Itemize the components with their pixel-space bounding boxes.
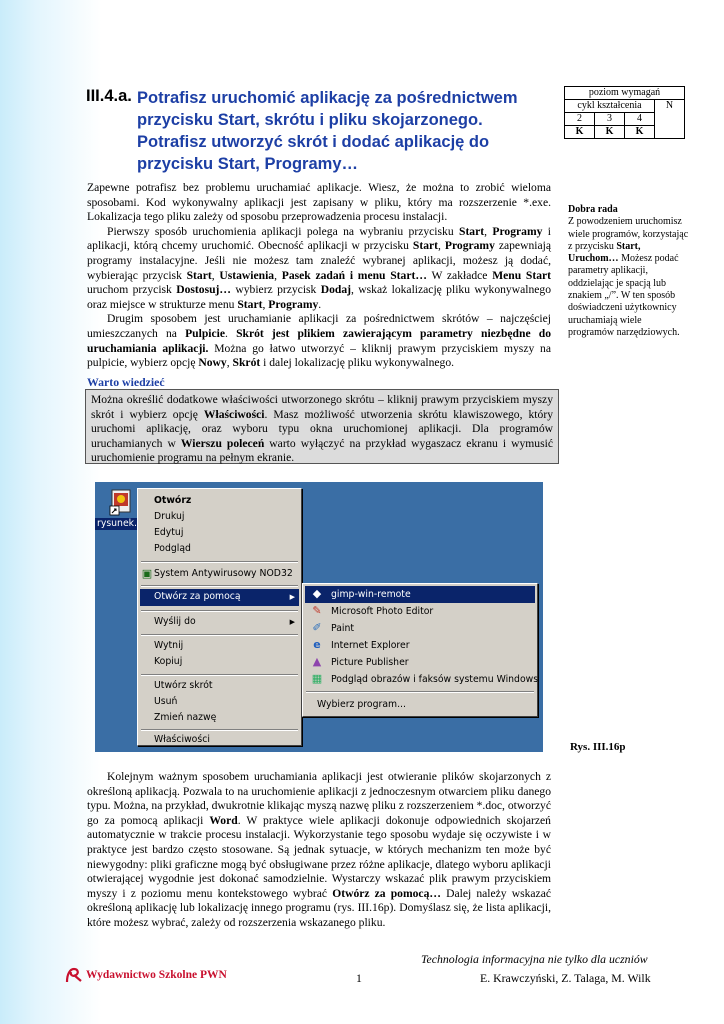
submenu-item-image-viewer[interactable]: Podgląd obrazów i faksów systemu Windows — [331, 674, 539, 685]
menu-item-antivirus[interactable]: System Antywirusowy NOD32 — [154, 568, 293, 579]
body-text-2 — [87, 770, 551, 931]
menu-item-delete[interactable]: Usuń — [154, 696, 178, 707]
menu-separator — [141, 610, 298, 612]
image-viewer-icon: ▦ — [311, 672, 323, 685]
menu-separator — [141, 585, 298, 587]
paragraph-3: Drugim sposobem jest uruchamianie aplikacji za pośrednictwem skrótów – najczęściej umieszczanych na Pulpicie. Skrót jest plikiem zawierającym parametry niezbędne do uruchamiania aplikacji. Można go łatwo utworzyć – kliknij prawym przyciskiem myszy na pulpicie, wybierz opcję Nowy, Skrót i dalej lokalizację pliku wykonywalnego. — [87, 312, 552, 370]
menu-item-open[interactable]: Otwórz — [154, 495, 192, 506]
paragraph-2: Pierwszy sposób uruchomienia aplikacji polega na wybraniu przycisku Start, Programy i aplikacji, którą chcemy uruchomić. Obecność aplikacji w przycisku Start, Programy zapewniają programy instalacyjne. Jeśli nie możesz tam znaleźć wybranej aplikacji, możesz ją dodać, wybierając przycisk Start, Ustawienia, Pasek zadań i menu Start… W zakładce Menu Start uruchom przycisk Dostosuj… wybierz przycisk Dodaj, wskaż lokalizację pliku wykonywalnego oraz miejsce w strukturze menu Start, Programy. — [87, 224, 552, 311]
req-n-cell: N — [655, 100, 685, 139]
menu-item-create-shortcut[interactable]: Utwórz skrót — [154, 680, 213, 691]
req-cycle-header: cykl kształcenia — [565, 100, 655, 113]
submenu-item-picture-publisher[interactable]: Picture Publisher — [331, 657, 409, 668]
section-heading: Warto wiedzieć — [87, 375, 165, 389]
photo-editor-icon: ✎ — [312, 604, 322, 617]
figure-caption: Rys. III.16p — [570, 741, 626, 753]
sidebar-heading: Dobra rada — [568, 204, 618, 215]
antivirus-icon: ▣ — [141, 567, 153, 580]
submenu-item-paint[interactable]: Paint — [331, 623, 355, 634]
req-cycle-3: 3 — [595, 113, 625, 126]
body-text-1 — [87, 181, 551, 371]
submenu-item-choose-program[interactable]: Wybierz program... — [317, 699, 406, 710]
menu-separator — [306, 691, 534, 693]
menu-separator — [141, 729, 298, 731]
sidebar-text: Z powodzeniem uruchomisz wiele programów, korzystając z przycisku Start, Uruchom… Możesz podać parametry aplikacji, oddzielając je spacją lub znakiem „/”. W ten sposób doświadczeni użytkownicy uruchamiają wiele programów narzędziowych. — [568, 216, 689, 338]
menu-item-properties[interactable]: Właściwości — [154, 734, 210, 745]
submenu-item-photo-editor[interactable]: Microsoft Photo Editor — [331, 606, 434, 617]
submenu-item-gimp[interactable]: gimp-win-remote — [331, 589, 411, 600]
paint-icon: ✐ — [312, 621, 322, 634]
menu-separator — [141, 634, 298, 636]
page-number: 1 — [356, 971, 362, 985]
menu-item-print[interactable]: Drukuj — [154, 511, 185, 522]
internet-explorer-icon: e — [313, 638, 321, 651]
footer-publisher: Wydawnictwo Szkolne PWN — [86, 969, 227, 981]
note-box: Można określić dodatkowe właściwości utworzonego skrótu – kliknij prawym przyciskiem myszy skrót i wybierz opcję Właściwości. Masz możliwość utworzenia skrótu klawiszowego, który uruchomi aplikację, oraz wyboru typu okna uruchomionej aplikacji. Dla programów uruchamianych w Wierszu poleceń warto wyłączyć na przykład wygaszacz ekranu i wymusić uruchomienie programu na pełnym ekranie. — [85, 389, 559, 464]
section-number: III.4.a. — [86, 87, 132, 105]
menu-item-copy[interactable]: Kopiuj — [154, 656, 183, 667]
submenu-arrow-icon: ▶ — [289, 618, 295, 626]
menu-item-edit[interactable]: Edytuj — [154, 527, 184, 538]
menu-separator — [141, 674, 298, 676]
file-icon-label[interactable]: rysunek. — [97, 518, 138, 529]
publisher-logo-icon — [64, 966, 84, 984]
menu-item-preview[interactable]: Podgląd — [154, 543, 191, 554]
req-level-header: poziom wymagań — [565, 87, 685, 100]
menu-item-send-to[interactable]: Wyślij do — [154, 616, 196, 627]
screenshot-figure — [95, 482, 543, 752]
req-level-k3: K — [625, 126, 655, 139]
menu-item-rename[interactable]: Zmień nazwę — [154, 712, 217, 723]
paragraph-4: Kolejnym ważnym sposobem uruchamiania aplikacji jest otwieranie plików skojarzonych z określoną aplikacją. Pozwala to na uruchomienie aplikacji z jednoczesnym otwarciem pliku danego typu. Można, na przykład, dwukrotnie klikając myszą nazwę pliku z rozszerzeniem *.doc, otworzyć go za pomocą aplikacji Word. W praktyce wiele aplikacji dokonuje odpowiednich skojarzeń automatycznie w trakcie procesu instalacji. Wykorzystanie tego sposobu wydaje się oczywiste i w praktyce jest bardzo często stosowane. Są jednak sytuacje, w których mechanizm ten może być niewygodny: pliki graficzne mogą być obsługiwane przez różne aplikacje, dlatego wyboru aplikacji otwierającej wygodnie jest dokonać samodzielnie. Wystarczy wskazać plik prawym przyciskiem myszy i z poziomu menu kontekstowego wybrać Otwórz za pomocą… Dalej należy wskazać określoną aplikację lub lokalizację innego programu (rys. III.16p). Domyślasz się, że lista aplikacji, które możesz wybrać, zależy od rozszerzenia wskazanego pliku. — [87, 770, 551, 929]
req-cycle-2: 2 — [565, 113, 595, 126]
picture-publisher-icon: ▲ — [312, 655, 322, 668]
submenu-item-internet-explorer[interactable]: Internet Explorer — [331, 640, 410, 651]
paragraph-1: Zapewne potrafisz bez problemu uruchamiać aplikacje. Wiesz, że można to zrobić wieloma sposobami. Kod wykonywalny aplikacji jest zapisany w pliku, który ma rozszerzenie *.exe. Lokalizacja tego pliku zależy od sposobu przeprowadzenia procesu instalacji. — [87, 181, 551, 224]
footer-authors: E. Krawczyński, Z. Talaga, M. Wilk — [480, 971, 651, 985]
req-level-k2: K — [595, 126, 625, 139]
menu-item-cut[interactable]: Wytnij — [154, 640, 184, 651]
footer-series-title: Technologia informacyjna nie tylko dla uczniów — [421, 952, 648, 966]
submenu-arrow-icon: ▶ — [289, 593, 295, 601]
req-cycle-4: 4 — [625, 113, 655, 126]
gimp-icon: ◆ — [312, 587, 322, 600]
open-with-submenu — [302, 583, 538, 717]
req-level-k1: K — [565, 126, 595, 139]
menu-item-open-with[interactable]: Otwórz za pomocą — [154, 591, 241, 602]
context-menu — [137, 488, 302, 746]
requirements-table — [564, 86, 685, 139]
sidebar-tip — [568, 204, 690, 339]
file-icon[interactable] — [109, 488, 135, 516]
page-title: Potrafisz uruchomić aplikację za pośrednictwem przycisku Start, skrótu i pliku skojarzonego. Potrafisz utworzyć skrót i dodać aplikację do przycisku Start, Programy… — [137, 89, 518, 173]
menu-separator — [141, 561, 298, 563]
